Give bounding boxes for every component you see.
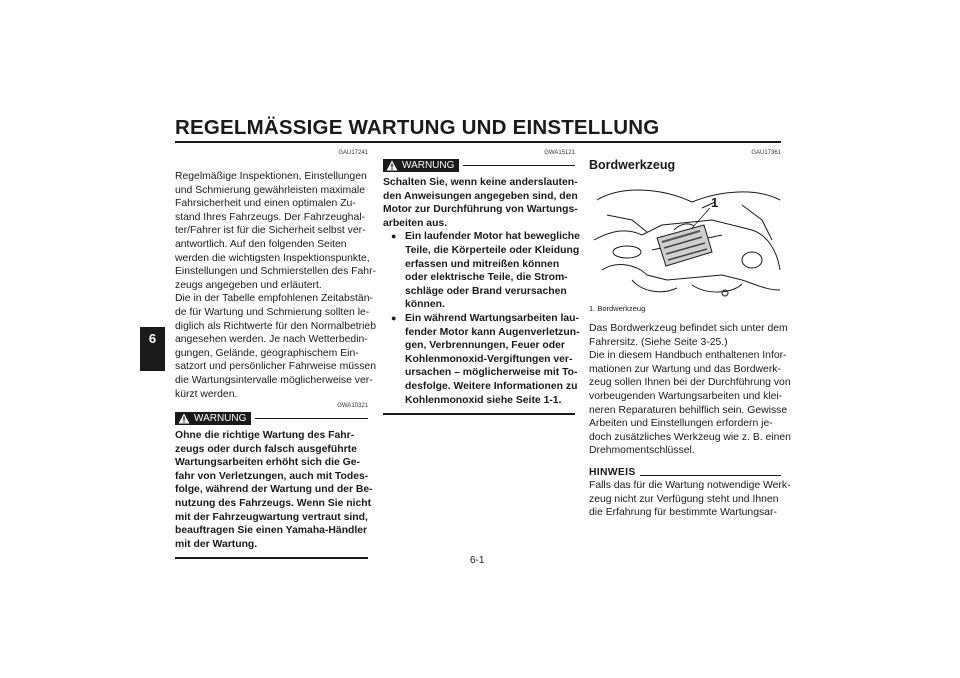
warning-header: [175, 412, 368, 425]
hinweis-header: [589, 467, 781, 478]
text-line: stand Ihres Fahrzeugs. Der Fahrzeughal-: [175, 211, 366, 223]
warning-code: GWA10321: [337, 403, 368, 410]
text-line: zeug sollen Ihnen bei der Durchführung von: [589, 377, 791, 389]
text-line: diglich als Richtwerte für den Normalbetrieb: [175, 320, 376, 332]
page-number: 6-1: [470, 555, 485, 566]
text-line: Arbeiten und Einstellungen erfordern je-: [589, 418, 773, 430]
text-line: Teile, die Körperteile oder Kleidung: [405, 244, 580, 256]
column-2: [383, 150, 580, 415]
text-line: zeug nicht zur Verfügung steht und Ihnen: [589, 493, 779, 505]
text-line: Kohlenmonoxid-Vergiftungen ver-: [405, 353, 573, 365]
callout-number: 1: [711, 195, 719, 210]
text-line: Motor zur Durchführung von Wartungs-: [383, 204, 578, 216]
bullet-item: [391, 312, 580, 407]
warning-label: WARNUNG: [194, 413, 247, 425]
text-line: folge, während der Wartung und der Be-: [175, 484, 373, 496]
hinweis-rule: [640, 475, 781, 476]
text-line: neren Reparaturen behilflich sein. Gewisse: [589, 404, 788, 416]
text-line: fahr von Verletzungen, auch mit Todes-: [175, 470, 369, 482]
warning-end-rule: [175, 557, 368, 559]
warning-label: WARNUNG: [402, 160, 455, 171]
text-line: antwortlich. Auf den folgenden Seiten: [175, 238, 347, 250]
text-line: Die in diesem Handbuch enthaltenen Infor-: [589, 350, 787, 362]
text-line: und Schmierung gewährleisten maximale: [175, 184, 366, 196]
text-line: Wartungsarbeiten erhöht sich die Ge-: [175, 457, 360, 469]
text-line: mit der Fahrzeugwartung vertraut sind,: [175, 511, 368, 523]
warning-badge: [383, 159, 459, 172]
warning-end-rule: [383, 413, 575, 415]
warning-triangle-icon: [386, 160, 398, 171]
warning-header: [383, 159, 575, 172]
warning-bullets: [391, 230, 580, 407]
warning-rule: [463, 165, 575, 167]
bullet-item: [391, 230, 580, 312]
text-line: satzort und persönlicher Fahrweise müssen: [175, 361, 376, 373]
section-heading: Bordwerkzeug: [589, 158, 676, 172]
column-3: [589, 150, 781, 156]
text-line: die Erfahrung für bestimmte Wartungsar-: [589, 507, 777, 519]
text-line: den Anweisungen angegeben sind, den: [383, 190, 578, 202]
text-line: oder elektrische Teile, die Strom-: [405, 272, 568, 284]
column-1: [175, 150, 376, 559]
text-line: de für Wartung und Schmierung sollten le-: [175, 306, 370, 318]
section-code: GAU17241: [338, 150, 368, 156]
text-line: schläge oder Brand verursachen: [405, 285, 567, 297]
text-line: Ein während Wartungsarbeiten lau-: [405, 312, 579, 324]
text-line: nutzung des Fahrzeugs. Wenn Sie nicht: [175, 498, 372, 510]
text-line: Drehmomentschlüssel.: [589, 445, 695, 457]
page-title: REGELMÄSSIGE WARTUNG UND EINSTELLUNG: [175, 116, 660, 139]
text-line: Regelmäßige Inspektionen, Einstellungen: [175, 171, 367, 182]
text-line: gungen, Gelände, geographischem Ein-: [175, 347, 359, 359]
warning-code: GWA15121: [544, 150, 575, 156]
warning-triangle-icon: [178, 413, 190, 424]
text-line: Die in der Tabelle empfohlenen Zeitabstän-: [175, 293, 373, 305]
text-line: Schalten Sie, wenn keine anderslauten-: [383, 177, 578, 188]
text-line: gen, Verbrennungen, Feuer oder: [405, 340, 565, 352]
text-line: ursachen – möglicherweise mit To-: [405, 367, 578, 379]
section-code: GAU17361: [751, 150, 781, 156]
text-line: können.: [405, 299, 445, 311]
warning-rule: [255, 418, 368, 420]
text-line: fender Motor kann Augenverletzun-: [405, 326, 580, 338]
text-line: mit der Wartung.: [175, 538, 258, 550]
text-line: angesehen werden. Je nach Wetterbedin-: [175, 334, 368, 346]
text-line: arbeiten aus.: [383, 217, 448, 229]
text-line: Falls das für die Wartung notwendige Werk-: [589, 479, 791, 491]
intro-paragraph: [175, 170, 376, 401]
chapter-tab: 6: [140, 327, 165, 371]
title-underline: [175, 141, 781, 143]
warning-intro: [383, 176, 578, 230]
hinweis-text: [589, 479, 791, 520]
text-line: vorbeugenden Wartungsarbeiten und klei-: [589, 390, 783, 402]
toolkit-illustration: [592, 180, 782, 300]
bullet-dot-icon: ●: [391, 231, 397, 242]
column-3-body: [589, 304, 791, 520]
text-line: Fahrersitz. (Siehe Seite 3-25.): [589, 336, 728, 348]
text-line: Ohne die richtige Wartung des Fahr-: [175, 430, 355, 442]
warning-badge: [175, 412, 251, 425]
text-line: Fahrsicherheit und einen optimalen Zu-: [175, 198, 356, 210]
hinweis-label: HINWEIS: [589, 466, 636, 478]
text-line: werden die wichtigsten Inspektionspunkte,: [175, 252, 370, 264]
text-line: Einstellungen und Schmierstellen des Fahr-: [175, 266, 376, 278]
text-line: beauftragen Sie einen Yamaha-Händler: [175, 525, 368, 537]
figure-caption: 1. Bordwerkzeug: [589, 304, 646, 313]
bullet-dot-icon: ●: [391, 312, 397, 323]
text-line: kürzt werden.: [175, 388, 238, 400]
text-line: zeugs angegeben und erläutert.: [175, 279, 322, 291]
text-line: Das Bordwerkzeug befindet sich unter dem: [589, 323, 788, 334]
text-line: desfolge. Weitere Informationen zu: [405, 380, 578, 392]
text-line: Kohlenmonoxid siehe Seite 1-1.: [405, 394, 562, 406]
text-line: doch zusätzliches Werkzeug wie z. B. einen: [589, 431, 791, 443]
text-line: mationen zur Wartung und das Bordwerk-: [589, 363, 781, 375]
text-line: zeugs oder durch falsch ausgeführte: [175, 443, 357, 455]
toolkit-paragraph: [589, 322, 791, 458]
text-line: Ein laufender Motor hat bewegliche: [405, 231, 580, 243]
text-line: ter/Fahrer ist für die Sicherheit selbst ver-: [175, 225, 366, 237]
text-line: die Wartungsintervalle möglicherweise ver-: [175, 374, 373, 386]
text-line: erfassen und mitreißen können: [405, 258, 560, 270]
warning-text: [175, 429, 373, 551]
